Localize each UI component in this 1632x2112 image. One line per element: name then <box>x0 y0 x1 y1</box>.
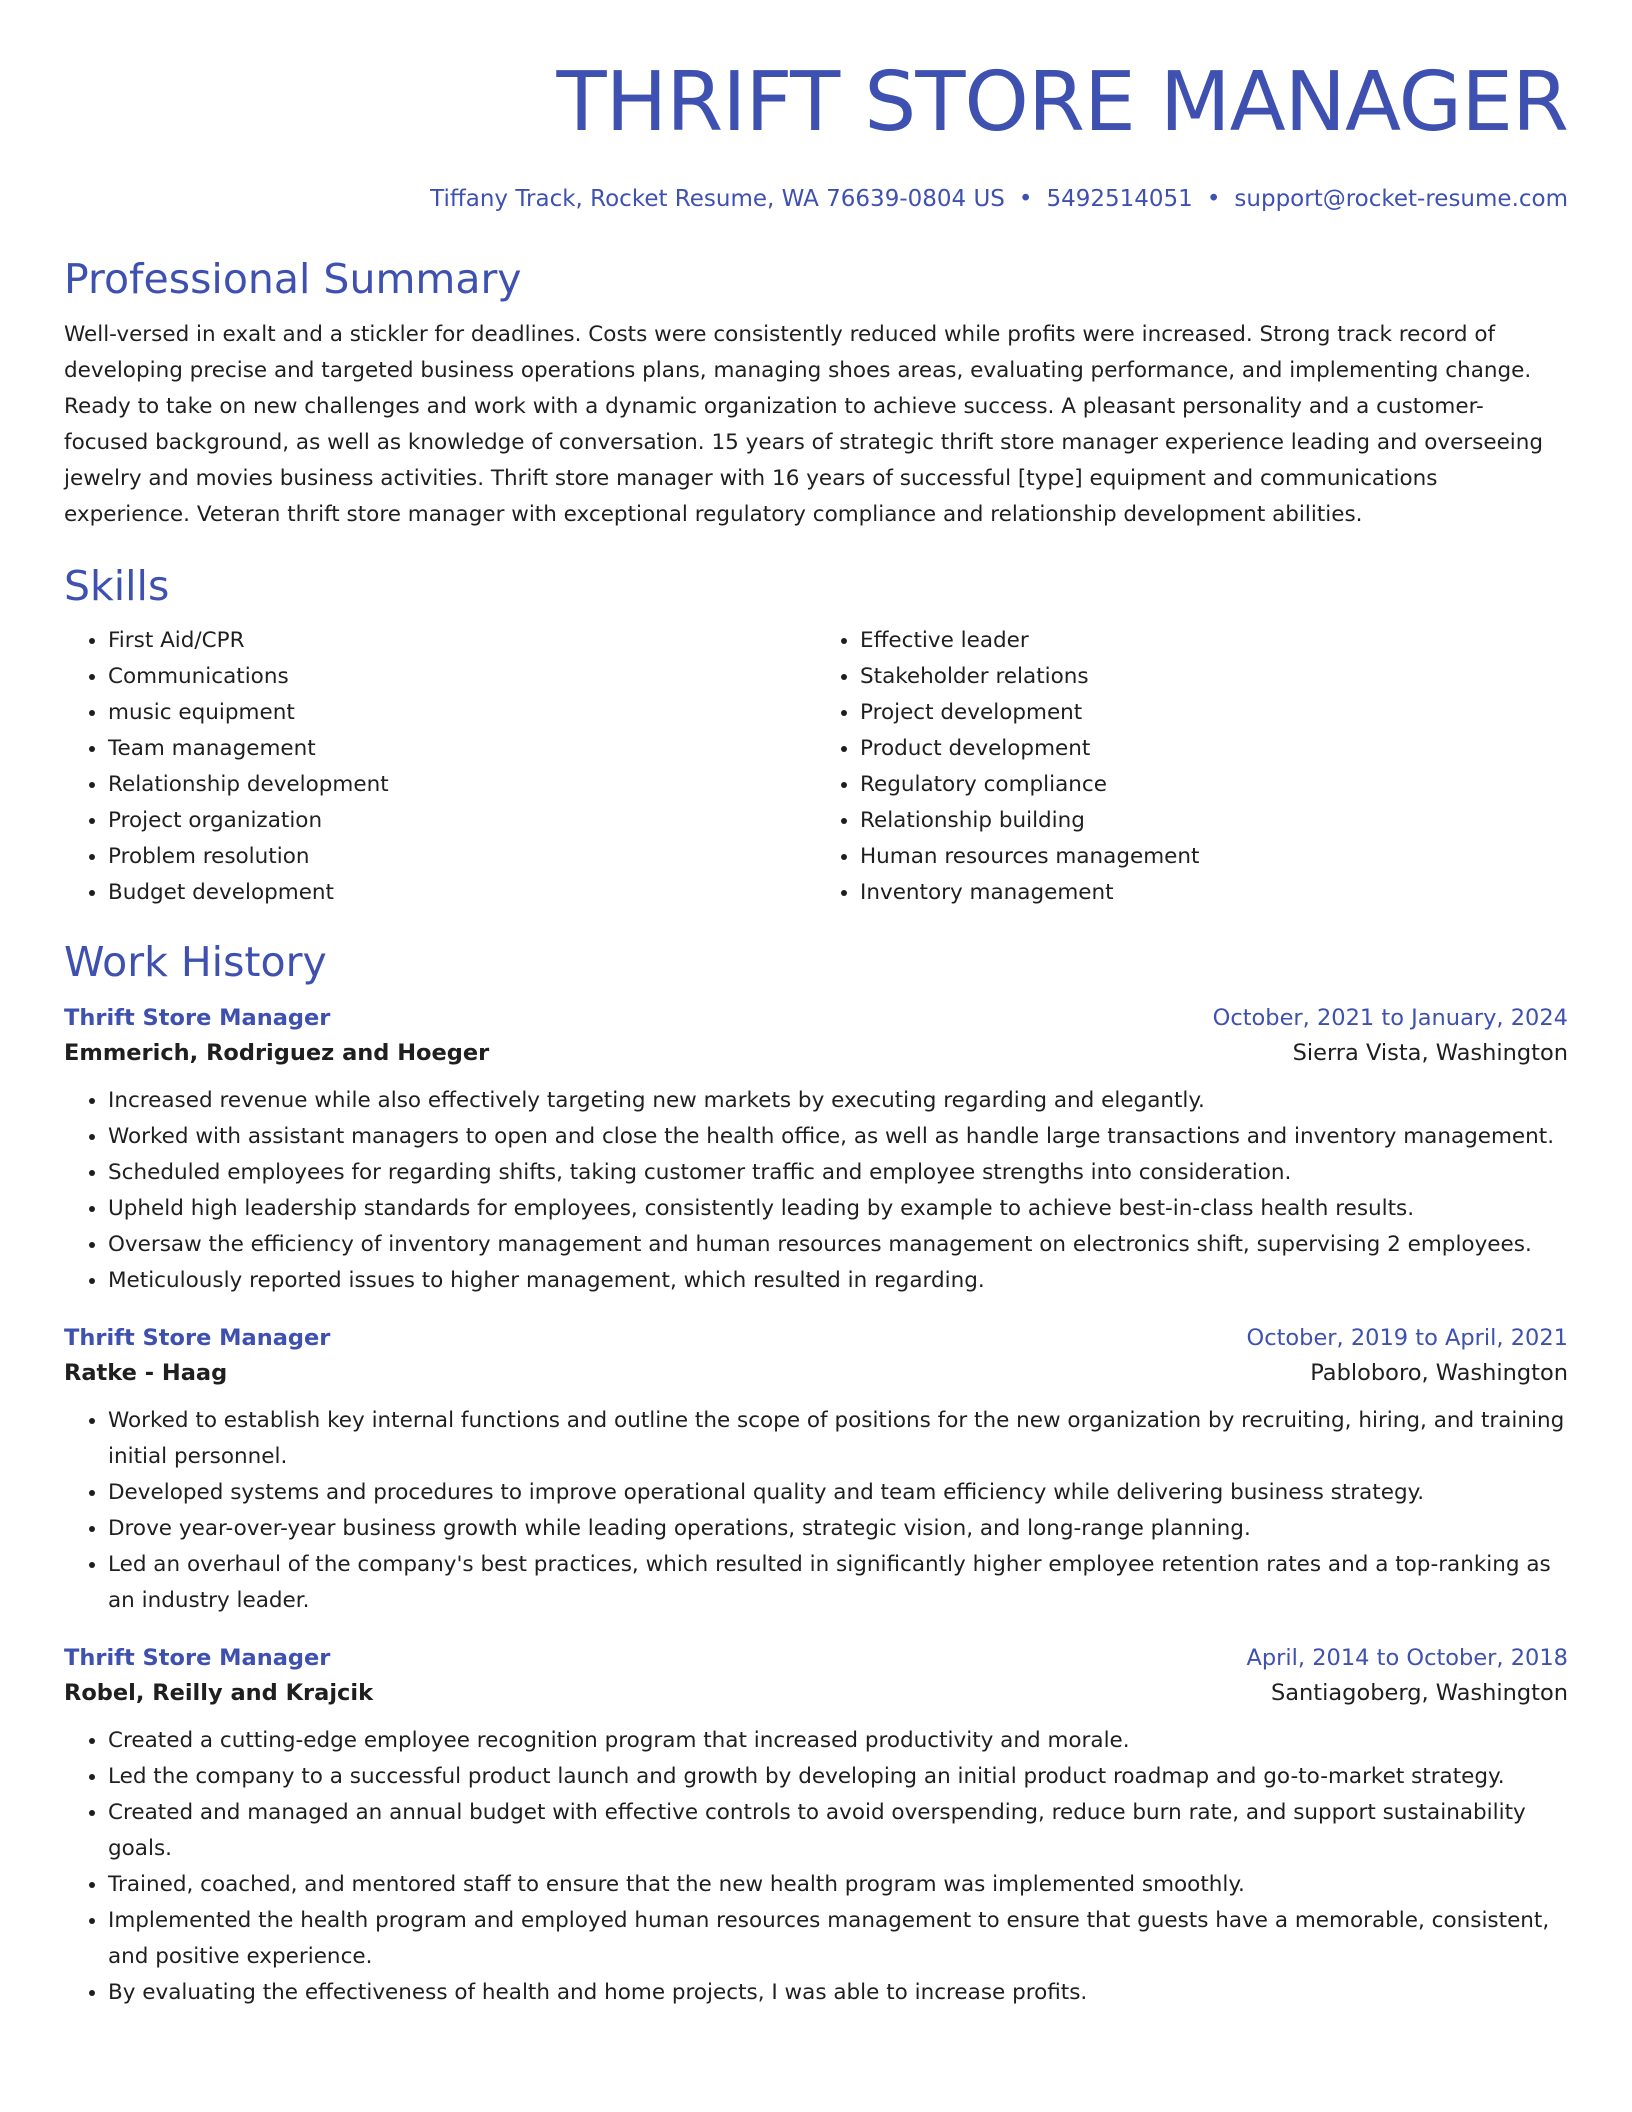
job-bullets <box>64 1403 1568 1619</box>
job-bullet: • Worked to establish key internal functions and outline the scope of positions for the new organization by recruiting, hiring, and training initial personnel. <box>108 1403 1568 1475</box>
job-location: Sierra Vista, Washington <box>1292 1040 1568 1066</box>
job-company: Ratke - Haag <box>64 1360 228 1386</box>
job-bullet: • Meticulously reported issues to higher management, which resulted in regarding. <box>108 1263 1568 1299</box>
job-company-row <box>64 1675 1568 1711</box>
job-bullet: • Worked with assistant managers to open and close the health office, as well as handle large transactions and inventory management. <box>108 1119 1568 1155</box>
job-bullet: • Implemented the health program and employed human resources management to ensure that guests have a memorable, consistent, and positive experience. <box>108 1903 1568 1975</box>
job-role: Thrift Store Manager <box>64 1645 331 1671</box>
job-bullet: • Led the company to a successful product launch and growth by developing an initial product roadmap and go-to-market strategy. <box>108 1759 1568 1795</box>
job-bullets <box>64 1083 1568 1299</box>
skill-item: • Stakeholder relations <box>860 659 1568 695</box>
summary-text: Well-versed in exalt and a stickler for deadlines. Costs were consistently reduced while profits were increased. Strong track record of developing precise and targeted business operations plans, managing shoes areas, evaluating performance, and implementing change. Ready to take on new challenges and work with a dynamic organization to achieve success. A pleasant personality and a customer-focused background, as well as knowledge of conversation. 15 years of strategic thrift store manager experience leading and overseeing jewelry and movies business activities. Thrift store manager with 16 years of successful [type] equipment and communications experience. Veteran thrift store manager with exceptional regulatory compliance and relationship development abilities. <box>64 322 1544 527</box>
job-company: Robel, Reilly and Krajcik <box>64 1680 374 1706</box>
summary-heading: Professional Summary <box>64 255 522 303</box>
job-dates: October, 2019 to April, 2021 <box>1246 1325 1568 1351</box>
skill-item: • Product development <box>860 731 1568 767</box>
job-role: Thrift Store Manager <box>64 1325 331 1351</box>
resume-title: THRIFT STORE MANAGER <box>556 55 1568 150</box>
job-bullet: • Created and managed an annual budget with effective controls to avoid overspending, reduce burn rate, and support sustainability goals. <box>108 1795 1568 1867</box>
job-bullet: • Developed systems and procedures to improve operational quality and team efficiency while delivering business strategy. <box>108 1475 1568 1511</box>
skill-item: • Relationship development <box>108 767 816 803</box>
contact-separator: • <box>1018 186 1033 212</box>
skill-item: • Team management <box>108 731 816 767</box>
skill-item: • Human resources management <box>860 839 1568 875</box>
job-entry <box>64 1641 1568 2011</box>
skills-list-left <box>64 623 816 911</box>
job-dates: October, 2021 to January, 2024 <box>1212 1005 1568 1031</box>
job-bullet: • By evaluating the effectiveness of health and home projects, I was able to increase profits. <box>108 1975 1568 2011</box>
skills-list-right <box>816 623 1568 911</box>
skill-item: • Effective leader <box>860 623 1568 659</box>
job-entry <box>64 1321 1568 1619</box>
skill-item: • music equipment <box>108 695 816 731</box>
contact-phone: 5492514051 <box>1046 186 1193 212</box>
job-bullet: • Drove year-over-year business growth while leading operations, strategic vision, and long-range planning. <box>108 1511 1568 1547</box>
job-bullet: • Oversaw the efficiency of inventory management and human resources management on electronics shift, supervising 2 employees. <box>108 1227 1568 1263</box>
job-role: Thrift Store Manager <box>64 1005 331 1031</box>
skill-item: • Project organization <box>108 803 816 839</box>
job-bullet: • Led an overhaul of the company's best practices, which resulted in significantly higher employee retention rates and a top-ranking as an industry leader. <box>108 1547 1568 1619</box>
skill-item: • Relationship building <box>860 803 1568 839</box>
job-header-row <box>64 1001 1568 1035</box>
job-company-row <box>64 1355 1568 1391</box>
job-company: Emmerich, Rodriguez and Hoeger <box>64 1040 490 1066</box>
work-history-list <box>64 1001 1568 2011</box>
contact-info <box>64 184 1568 214</box>
job-location: Pabloboro, Washington <box>1310 1360 1568 1386</box>
job-bullet: • Upheld high leadership standards for employees, consistently leading by example to achieve best-in-class health results. <box>108 1191 1568 1227</box>
skill-item: • Communications <box>108 659 816 695</box>
skills-heading: Skills <box>64 562 170 610</box>
job-dates: April, 2014 to October, 2018 <box>1246 1645 1568 1671</box>
job-header-row <box>64 1321 1568 1355</box>
job-location: Santiagoberg, Washington <box>1270 1680 1568 1706</box>
contact-email: support@rocket-resume.com <box>1234 186 1568 212</box>
job-bullet: • Trained, coached, and mentored staff to ensure that the new health program was implemented smoothly. <box>108 1867 1568 1903</box>
skill-item: • Problem resolution <box>108 839 816 875</box>
job-company-row <box>64 1035 1568 1071</box>
job-bullet: • Created a cutting-edge employee recognition program that increased productivity and morale. <box>108 1723 1568 1759</box>
skill-item: • Regulatory compliance <box>860 767 1568 803</box>
job-bullets <box>64 1723 1568 2011</box>
job-bullet: • Increased revenue while also effectively targeting new markets by executing regarding and elegantly. <box>108 1083 1568 1119</box>
skills-grid <box>64 623 1568 911</box>
job-entry <box>64 1001 1568 1299</box>
skill-item: • Inventory management <box>860 875 1568 911</box>
skill-item: • Budget development <box>108 875 816 911</box>
job-bullet: • Scheduled employees for regarding shifts, taking customer traffic and employee strengths into consideration. <box>108 1155 1568 1191</box>
contact-separator: • <box>1206 186 1221 212</box>
job-header-row <box>64 1641 1568 1675</box>
skill-item: • Project development <box>860 695 1568 731</box>
contact-address: Tiffany Track, Rocket Resume, WA 76639-0804 US <box>430 186 1005 212</box>
skill-item: • First Aid/CPR <box>108 623 816 659</box>
work-history-heading: Work History <box>64 938 327 986</box>
